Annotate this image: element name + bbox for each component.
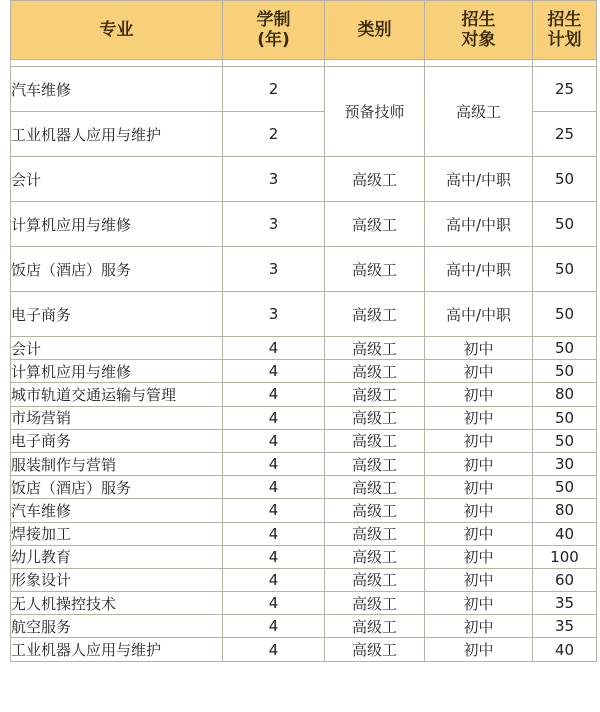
target-cell: 初中 — [425, 452, 533, 475]
table-row — [11, 592, 597, 615]
major-cell: 服装制作与营销 — [11, 452, 223, 475]
quota-cell: 50 — [533, 292, 597, 337]
category-cell: 高级工 — [325, 499, 425, 522]
target-cell: 初中 — [425, 337, 533, 360]
category-cell: 高级工 — [325, 476, 425, 499]
quota-cell: 50 — [533, 202, 597, 247]
header-duration-line2: (年) — [257, 30, 290, 50]
category-cell: 高级工 — [325, 202, 425, 247]
major-cell: 汽车维修 — [11, 499, 223, 522]
years-cell: 4 — [223, 638, 325, 661]
quota-cell: 60 — [533, 568, 597, 591]
years-cell: 4 — [223, 383, 325, 406]
years-cell: 4 — [223, 452, 325, 475]
target-cell: 高中/中职 — [425, 292, 533, 337]
major-cell: 城市轨道交通运输与管理 — [11, 383, 223, 406]
major-cell: 工业机器人应用与维护 — [11, 638, 223, 661]
target-cell: 初中 — [425, 568, 533, 591]
quota-cell: 50 — [533, 157, 597, 202]
header-duration — [223, 1, 325, 60]
category-cell: 高级工 — [325, 452, 425, 475]
category-cell: 高级工 — [325, 429, 425, 452]
quota-cell: 50 — [533, 360, 597, 383]
table-row — [11, 360, 597, 383]
quota-cell: 40 — [533, 638, 597, 661]
spacer-cell — [325, 60, 425, 67]
table-row — [11, 383, 597, 406]
category-cell: 高级工 — [325, 568, 425, 591]
years-cell: 4 — [223, 522, 325, 545]
major-cell: 航空服务 — [11, 615, 223, 638]
table-row — [11, 67, 597, 112]
header-row — [11, 1, 597, 60]
spacer-cell — [223, 60, 325, 67]
quota-cell: 50 — [533, 406, 597, 429]
category-cell: 高级工 — [325, 360, 425, 383]
quota-cell: 50 — [533, 429, 597, 452]
table-row — [11, 638, 597, 661]
major-cell: 计算机应用与维修 — [11, 360, 223, 383]
category-cell: 高级工 — [325, 406, 425, 429]
years-cell: 2 — [223, 112, 325, 157]
target-cell: 初中 — [425, 406, 533, 429]
major-cell: 工业机器人应用与维护 — [11, 112, 223, 157]
quota-cell: 50 — [533, 476, 597, 499]
years-cell: 3 — [223, 202, 325, 247]
category-cell: 高级工 — [325, 545, 425, 568]
major-cell: 电子商务 — [11, 292, 223, 337]
header-major: 专业 — [11, 1, 223, 60]
spacer-cell — [533, 60, 597, 67]
years-cell: 3 — [223, 292, 325, 337]
quota-cell: 25 — [533, 112, 597, 157]
table-row — [11, 247, 597, 292]
header-category: 类别 — [325, 1, 425, 60]
major-cell: 幼儿教育 — [11, 545, 223, 568]
table-row — [11, 202, 597, 247]
target-cell: 初中 — [425, 383, 533, 406]
table-row — [11, 429, 597, 452]
table-row — [11, 545, 597, 568]
target-cell: 初中 — [425, 592, 533, 615]
major-cell: 汽车维修 — [11, 67, 223, 112]
category-cell: 高级工 — [325, 337, 425, 360]
header-quota — [533, 1, 597, 60]
category-cell: 高级工 — [325, 247, 425, 292]
category-cell: 高级工 — [325, 592, 425, 615]
table-row — [11, 568, 597, 591]
target-cell: 初中 — [425, 545, 533, 568]
quota-cell: 35 — [533, 615, 597, 638]
table-row — [11, 476, 597, 499]
major-cell: 会计 — [11, 337, 223, 360]
years-cell: 4 — [223, 429, 325, 452]
quota-cell: 25 — [533, 67, 597, 112]
target-cell: 初中 — [425, 476, 533, 499]
target-cell: 高中/中职 — [425, 157, 533, 202]
quota-cell: 30 — [533, 452, 597, 475]
target-cell: 初中 — [425, 638, 533, 661]
target-cell: 高中/中职 — [425, 202, 533, 247]
target-cell-merged: 高级工 — [425, 67, 533, 157]
years-cell: 4 — [223, 360, 325, 383]
years-cell: 4 — [223, 592, 325, 615]
years-cell: 4 — [223, 545, 325, 568]
major-cell: 计算机应用与维修 — [11, 202, 223, 247]
table-row — [11, 337, 597, 360]
target-cell: 初中 — [425, 429, 533, 452]
category-cell: 高级工 — [325, 638, 425, 661]
major-cell: 饭店（酒店）服务 — [11, 476, 223, 499]
category-cell: 高级工 — [325, 292, 425, 337]
target-cell: 初中 — [425, 499, 533, 522]
target-cell: 初中 — [425, 615, 533, 638]
header-duration-line1: 学制 — [256, 10, 291, 30]
header-target — [425, 1, 533, 60]
table-row — [11, 406, 597, 429]
category-cell: 高级工 — [325, 522, 425, 545]
major-cell: 会计 — [11, 157, 223, 202]
table-row — [11, 522, 597, 545]
table-row — [11, 615, 597, 638]
table-row — [11, 499, 597, 522]
spacer-cell — [425, 60, 533, 67]
major-cell: 焊接加工 — [11, 522, 223, 545]
years-cell: 4 — [223, 337, 325, 360]
major-cell: 形象设计 — [11, 568, 223, 591]
years-cell: 3 — [223, 247, 325, 292]
enrollment-plan-table — [10, 0, 597, 662]
years-cell: 3 — [223, 157, 325, 202]
quota-cell: 40 — [533, 522, 597, 545]
header-quota-line2: 计划 — [547, 30, 582, 50]
years-cell: 4 — [223, 615, 325, 638]
quota-cell: 100 — [533, 545, 597, 568]
major-cell: 市场营销 — [11, 406, 223, 429]
spacer-row — [11, 60, 597, 67]
years-cell: 4 — [223, 476, 325, 499]
quota-cell: 50 — [533, 337, 597, 360]
quota-cell: 80 — [533, 499, 597, 522]
years-cell: 4 — [223, 406, 325, 429]
table-row — [11, 452, 597, 475]
quota-cell: 35 — [533, 592, 597, 615]
table-row — [11, 157, 597, 202]
category-cell-merged: 预备技师 — [325, 67, 425, 157]
spacer-cell — [11, 60, 223, 67]
target-cell: 初中 — [425, 360, 533, 383]
target-cell: 高中/中职 — [425, 247, 533, 292]
header-quota-line1: 招生 — [547, 10, 582, 30]
category-cell: 高级工 — [325, 383, 425, 406]
header-target-line1: 招生 — [461, 10, 496, 30]
major-cell: 饭店（酒店）服务 — [11, 247, 223, 292]
target-cell: 初中 — [425, 522, 533, 545]
header-target-line2: 对象 — [461, 30, 496, 50]
quota-cell: 50 — [533, 247, 597, 292]
major-cell: 无人机操控技术 — [11, 592, 223, 615]
years-cell: 4 — [223, 568, 325, 591]
table-row — [11, 292, 597, 337]
category-cell: 高级工 — [325, 615, 425, 638]
years-cell: 4 — [223, 499, 325, 522]
years-cell: 2 — [223, 67, 325, 112]
category-cell: 高级工 — [325, 157, 425, 202]
major-cell: 电子商务 — [11, 429, 223, 452]
quota-cell: 80 — [533, 383, 597, 406]
